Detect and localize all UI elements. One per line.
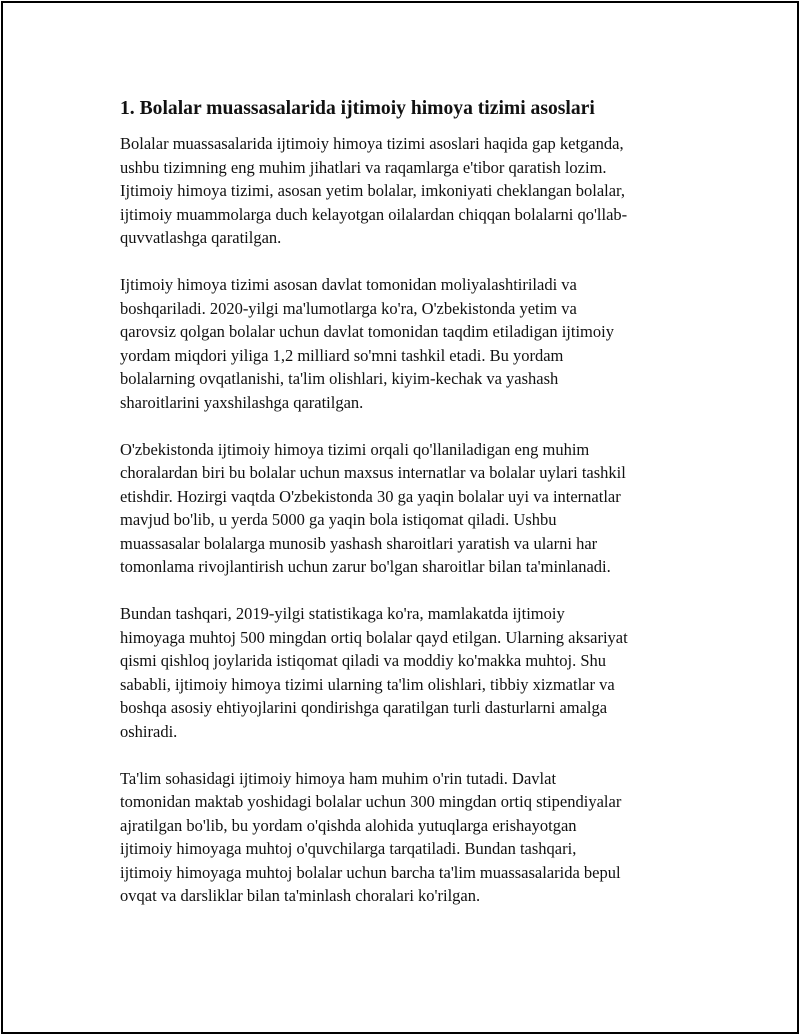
- text-line: choralardan biri bu bolalar uchun maxsus internatlar va bolalar uylari tashkil: [120, 463, 626, 482]
- text-line: Ijtimoiy himoya tizimi, asosan yetim bolalar, imkoniyati cheklangan bolalar,: [120, 181, 626, 200]
- text-line: yordam miqdori yiliga 1,2 milliard so'mni tashkil etadi. Bu yordam: [120, 345, 564, 365]
- paragraph: [120, 767, 690, 908]
- text-line: mavjud bo'lib, u yerda 5000 ga yaqin bola istiqomat qiladi. Ushbu: [120, 510, 557, 529]
- paragraph: [120, 273, 690, 414]
- text-line: O'zbekistonda ijtimoiy himoya tizimi orqali qo'llaniladigan eng muhim: [120, 439, 590, 459]
- text-line: qismi qishloq joylarida istiqomat qiladi va moddiy ko'makka muhtoj. Shu: [120, 651, 607, 670]
- section-heading: 1. Bolalar muassasalarida ijtimoiy himoya tizimi asoslari: [120, 98, 595, 119]
- text-line: etishdir. Hozirgi vaqtda O'zbekistonda 30 ga yaqin bolalar uyi va internatlar: [120, 486, 621, 506]
- page-frame: [1, 1, 799, 1034]
- text-line: Ta'lim sohasidagi ijtimoiy himoya ham muhim o'rin tutadi. Davlat: [120, 768, 557, 788]
- text-line: sharoitlarini yaxshilashga qaratilgan.: [120, 392, 364, 412]
- paragraph: [120, 602, 690, 743]
- text-line: ijtimoiy himoyaga muhtoj o'quvchilarga tarqatiladi. Bundan tashqari,: [120, 839, 577, 858]
- text-line: sababli, ijtimoiy himoya tizimi ularning ta'lim olishlari, tibbiy xizmatlar va: [120, 674, 615, 694]
- paragraph: [120, 132, 690, 250]
- text-line: ovqat va darsliklar bilan ta'minlash choralari ko'rilgan.: [120, 886, 481, 905]
- text-line: ijtimoiy himoyaga muhtoj bolalar uchun barcha ta'lim muassasalarida bepul: [120, 862, 621, 882]
- text-line: quvvatlashga qaratilgan.: [120, 228, 282, 247]
- text-line: boshqariladi. 2020-yilgi ma'lumotlarga ko'ra, O'zbekistonda yetim va: [120, 298, 577, 318]
- text-line: bolalarning ovqatlanishi, ta'lim olishlari, kiyim-kechak va yashash: [120, 369, 559, 388]
- document-body: [120, 95, 690, 931]
- text-line: ushbu tizimning eng muhim jihatlari va raqamlarga e'tibor qaratish lozim.: [120, 157, 607, 177]
- text-line: Bolalar muassasalarida ijtimoiy himoya tizimi asoslari haqida gap ketganda,: [120, 134, 624, 153]
- text-line: Bundan tashqari, 2019-yilgi statistikaga ko'ra, mamlakatda ijtimoiy: [120, 604, 565, 623]
- text-line: tomonlama rivojlantirish uchun zarur bo'lgan sharoitlar bilan ta'minlanadi.: [120, 557, 611, 576]
- text-line: himoyaga muhtoj 500 mingdan ortiq bolalar qayd etilgan. Ularning aksariyat: [120, 627, 628, 647]
- text-line: muassasalar bolalarga munosib yashash sharoitlari yaratish va ularni har: [120, 533, 598, 553]
- text-line: qarovsiz qolgan bolalar uchun davlat tomonidan taqdim etiladigan ijtimoiy: [120, 322, 614, 341]
- text-line: oshiradi.: [120, 721, 178, 741]
- text-line: Ijtimoiy himoya tizimi asosan davlat tomonidan moliyalashtiriladi va: [120, 275, 577, 294]
- text-line: ajratilgan bo'lib, bu yordam o'qishda alohida yutuqlarga erishayotgan: [120, 815, 577, 835]
- text-line: ijtimoiy muammolarga duch kelayotgan oilalardan chiqqan bolalarni qo'llab-: [120, 204, 628, 224]
- paragraph: [120, 438, 690, 579]
- text-line: boshqa asosiy ehtiyojlarini qondirishga qaratilgan turli dasturlarni amalga: [120, 698, 608, 717]
- text-line: tomonidan maktab yoshidagi bolalar uchun 300 mingdan ortiq stipendiyalar: [120, 792, 622, 811]
